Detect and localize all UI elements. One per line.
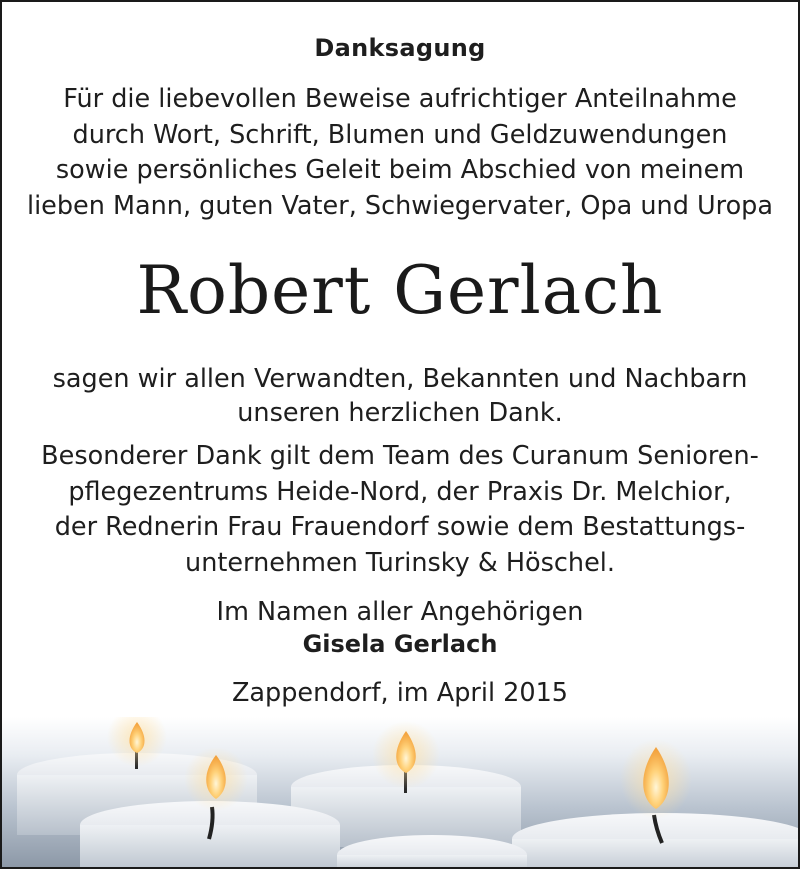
intro-line: sowie persönliches Geleit beim Abschied von meinem	[55, 155, 745, 185]
intro-line: durch Wort, Schrift, Blumen und Geldzuwendungen	[72, 119, 728, 150]
deceased-name: Robert Gerlach	[136, 252, 664, 329]
notice-heading: Danksagung	[314, 34, 486, 62]
thanks-line: unseren herzlichen Dank.	[237, 398, 563, 428]
special-line: Besonderer Dank gilt dem Team des Curanum Senioren-	[41, 441, 759, 471]
intro-line: lieben Mann, guten Vater, Schwiegervater, Opa und Uropa	[27, 190, 773, 221]
special-line: pflegezentrums Heide-Nord, der Praxis Dr. Melchior,	[68, 476, 732, 507]
thanks-paragraph	[2, 362, 798, 430]
intro-line: Für die liebevollen Beweise aufrichtiger Anteilnahme	[63, 84, 737, 114]
special-thanks-paragraph	[2, 439, 798, 581]
thanks-line: sagen wir allen Verwandten, Bekannten und Nachbarn	[52, 364, 748, 394]
candles-image	[2, 717, 798, 869]
intro-paragraph	[2, 82, 798, 224]
place-date: Zappendorf, im April 2015	[231, 678, 569, 708]
signature-name: Gisela Gerlach	[302, 630, 498, 658]
signature-intro: Im Namen aller Angehörigen	[216, 597, 584, 627]
special-line: der Rednerin Frau Frauendorf sowie dem Bestattungs-	[54, 512, 746, 542]
special-line: unternehmen Turinsky & Höschel.	[185, 547, 615, 578]
